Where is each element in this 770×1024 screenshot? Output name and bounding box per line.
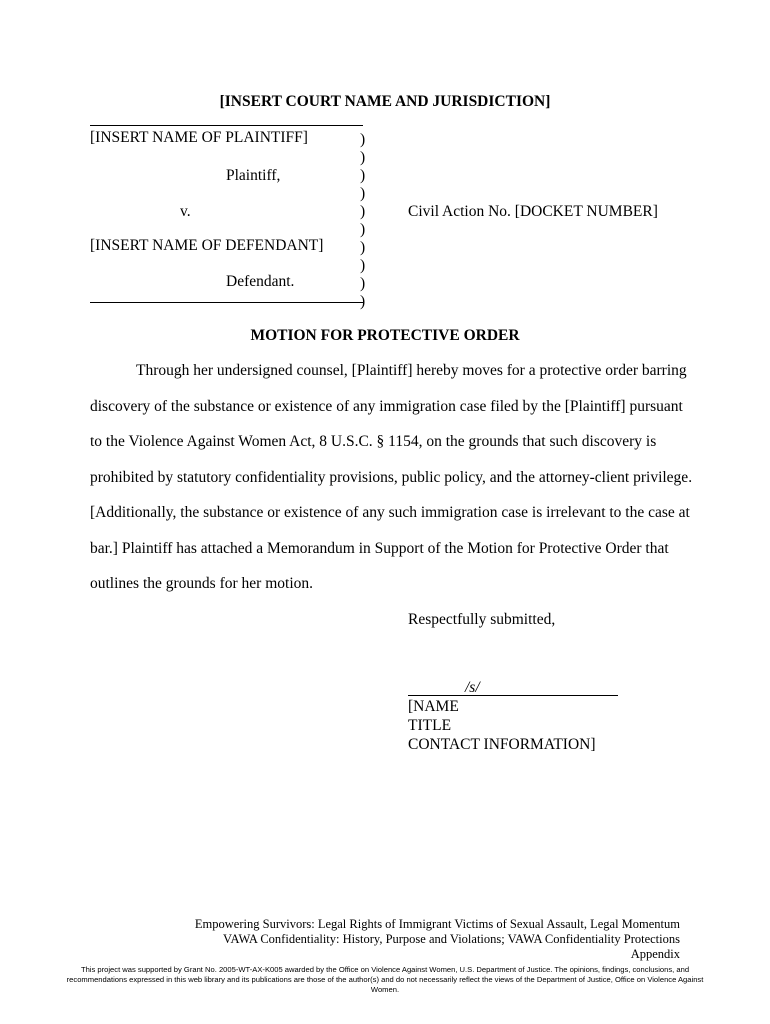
caption-top-rule xyxy=(90,125,363,126)
versus: v. xyxy=(180,203,191,220)
caption-paren: ) xyxy=(360,185,366,202)
caption-paren: ) xyxy=(360,293,366,310)
plaintiff-name: [INSERT NAME OF PLAINTIFF] xyxy=(90,129,308,146)
caption-paren: ) xyxy=(360,221,366,238)
caption-paren: ) xyxy=(360,239,366,256)
footer-line-1: Empowering Survivors: Legal Rights of Immigrant Victims of Sexual Assault, Legal Momentum xyxy=(194,917,680,931)
body-line: bar.] Plaintiff has attached a Memorandum in Support of the Motion for Protective Order that xyxy=(90,540,669,557)
caption-paren: ) xyxy=(360,131,366,148)
caption-paren: ) xyxy=(360,149,366,166)
body-line: prohibited by statutory confidentiality provisions, public policy, and the attorney-client privilege. xyxy=(90,469,693,486)
caption-bottom-rule xyxy=(90,302,363,303)
caption-paren: ) xyxy=(360,257,366,274)
signer-contact: CONTACT INFORMATION] xyxy=(408,736,596,753)
court-heading: [INSERT COURT NAME AND JURISDICTION] xyxy=(219,93,551,110)
caption-paren: ) xyxy=(360,167,366,184)
document-title: MOTION FOR PROTECTIVE ORDER xyxy=(250,327,520,344)
defendant-label: Defendant. xyxy=(226,273,295,290)
signer-name: [NAME xyxy=(408,698,459,715)
grant-notice-line-1: This project was supported by Grant No. 2005-WT-AX-K005 awarded by the Office on Violence Against Women, U.S. Department of Justice. The opinions, findings, conclusions, and xyxy=(80,965,690,974)
signature-line xyxy=(408,695,618,696)
plaintiff-label: Plaintiff, xyxy=(226,167,281,184)
body-line: outlines the grounds for her motion. xyxy=(90,575,313,592)
closing: Respectfully submitted, xyxy=(408,611,556,628)
grant-notice-line-2: recommendations expressed in this web library and its publications are those of the author(s) and do not necessarily reflect the views of the Department of Justice, Office on Violence Against xyxy=(66,975,704,984)
caption-paren: ) xyxy=(360,203,366,220)
body-line: Through her undersigned counsel, [Plaintiff] hereby moves for a protective order barring xyxy=(136,362,687,379)
body-line: [Additionally, the substance or existence of any such immigration case is irrelevant to the case at xyxy=(90,504,690,521)
civil-action-number: Civil Action No. [DOCKET NUMBER] xyxy=(408,203,658,220)
footer-line-3: Appendix xyxy=(630,947,680,961)
grant-notice-line-3: Women. xyxy=(370,985,400,994)
signer-title: TITLE xyxy=(408,717,452,734)
footer-line-2: VAWA Confidentiality: History, Purpose and Violations; VAWA Confidentiality Protections xyxy=(223,932,680,946)
body-line: discovery of the substance or existence of any immigration case filed by the [Plaintiff] pursuant xyxy=(90,398,683,415)
defendant-name: [INSERT NAME OF DEFENDANT] xyxy=(90,237,324,254)
body-line: to the Violence Against Women Act, 8 U.S.C. § 1154, on the grounds that such discovery is xyxy=(90,433,657,450)
signature-mark: /s/ xyxy=(465,679,480,696)
caption-paren: ) xyxy=(360,275,366,292)
